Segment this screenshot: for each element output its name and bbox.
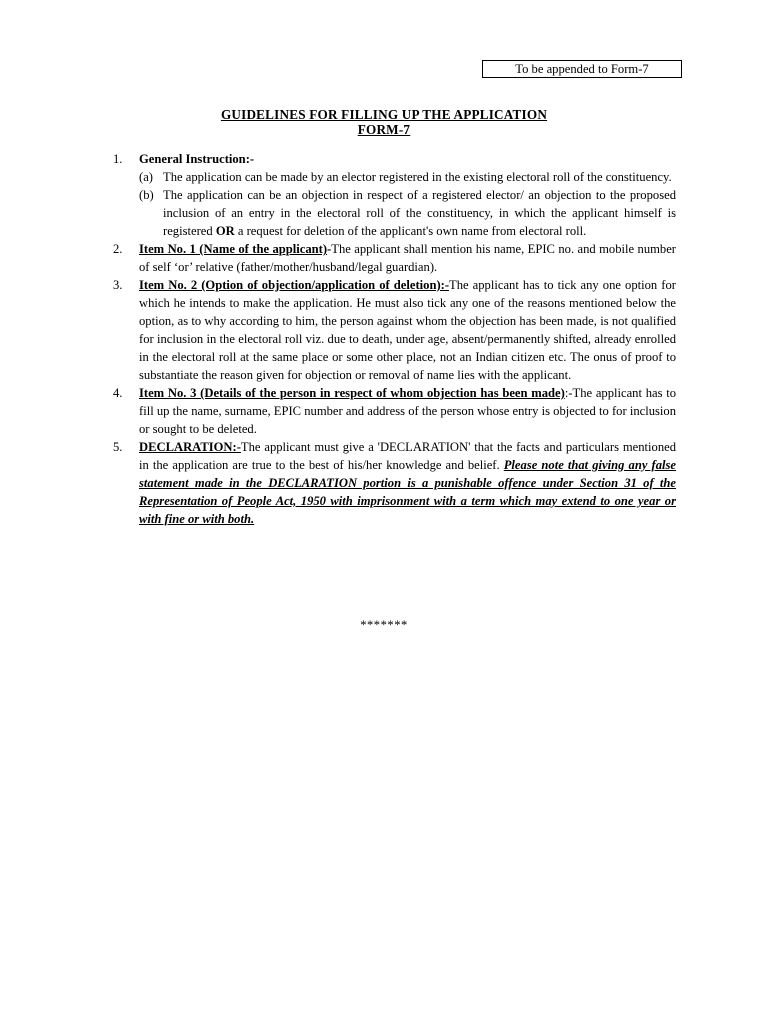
- item-separator: :-: [564, 386, 573, 400]
- sub-item-label: (a): [139, 170, 153, 184]
- declaration-note: Please note that giving any false statement made in the DECLARATION portion is a punishable offence under Section 31 of the Representation of People Act, 1950 with imprisonment with a term which may extend to one year or with fine or with both.: [139, 458, 676, 526]
- sub-item-a: [139, 168, 676, 186]
- sub-item-text: [163, 186, 676, 240]
- sub-item-text-part: The application can be an objection in respect of a registered elector/ an objection to the proposed inclusion of an entry in the electoral roll of the constituency, in which the applicant himself is registered: [163, 188, 676, 238]
- guideline-item-2: [113, 240, 676, 276]
- form-title: FORM-7: [357, 122, 411, 137]
- item-heading: Item No. 2 (Option of objection/application of deletion):-: [139, 278, 450, 292]
- end-stars: *******: [360, 618, 408, 632]
- item-number: 2.: [113, 242, 123, 256]
- sub-item-text-part: a request for deletion of the applicant's own name from electoral roll.: [234, 224, 587, 238]
- guidelines-list: [113, 150, 676, 528]
- sub-item-b: [139, 186, 676, 240]
- sub-item-label: (b): [139, 188, 154, 202]
- item-number: 1.: [113, 152, 123, 166]
- item-heading: Item No. 3 (Details of the person in respect of whom objection has been made): [139, 386, 565, 400]
- guidelines-title: GUIDELINES FOR FILLING UP THE APPLICATION: [220, 107, 548, 122]
- item-number: 5.: [113, 440, 123, 454]
- item-heading: DECLARATION:-: [139, 440, 241, 454]
- item-text: The applicant has to tick any one option for which he intends to make the application. He must also tick any one of the reasons mentioned below the option, as to why according to him, the person against whom the objection has been made, is not qualified for inclusion in the electoral roll viz. due to death, under age, absent/permanently shifted, already enrolled in the electoral roll at the same place or some other place, not an Indian citizen etc. The onus of proof to substantiate the reason given for objection or removal of name lies with the applicant.: [139, 278, 676, 382]
- item-text: The applicant must give a 'DECLARATION' that the facts and particulars mentioned in the application are true to the best of his/her knowledge and belief.: [139, 440, 676, 472]
- item-heading: Item No. 1 (Name of the applicant): [139, 242, 328, 256]
- item-number: 4.: [113, 386, 123, 400]
- guideline-item-4: [113, 384, 676, 438]
- guideline-item-5: [113, 438, 676, 528]
- guideline-item-1: [113, 150, 676, 240]
- or-bold: OR: [215, 224, 235, 238]
- item-separator: -: [327, 242, 332, 256]
- item-text: The applicant shall mention his name, EPIC no. and mobile number of self ‘or’ relative (father/mother/husband/legal guardian).: [139, 242, 676, 274]
- guideline-item-3: [113, 276, 676, 384]
- item-heading: General Instruction:-: [139, 152, 255, 166]
- item-text: The applicant has to fill up the name, surname, EPIC number and address of the person whose entry is objected to for inclusion or sought to be deleted.: [139, 386, 677, 436]
- sub-item-text: The application can be made by an elector registered in the existing electoral roll of the constituency.: [163, 170, 672, 184]
- item-number: 3.: [113, 278, 123, 292]
- append-note-box: To be appended to Form-7: [482, 60, 682, 78]
